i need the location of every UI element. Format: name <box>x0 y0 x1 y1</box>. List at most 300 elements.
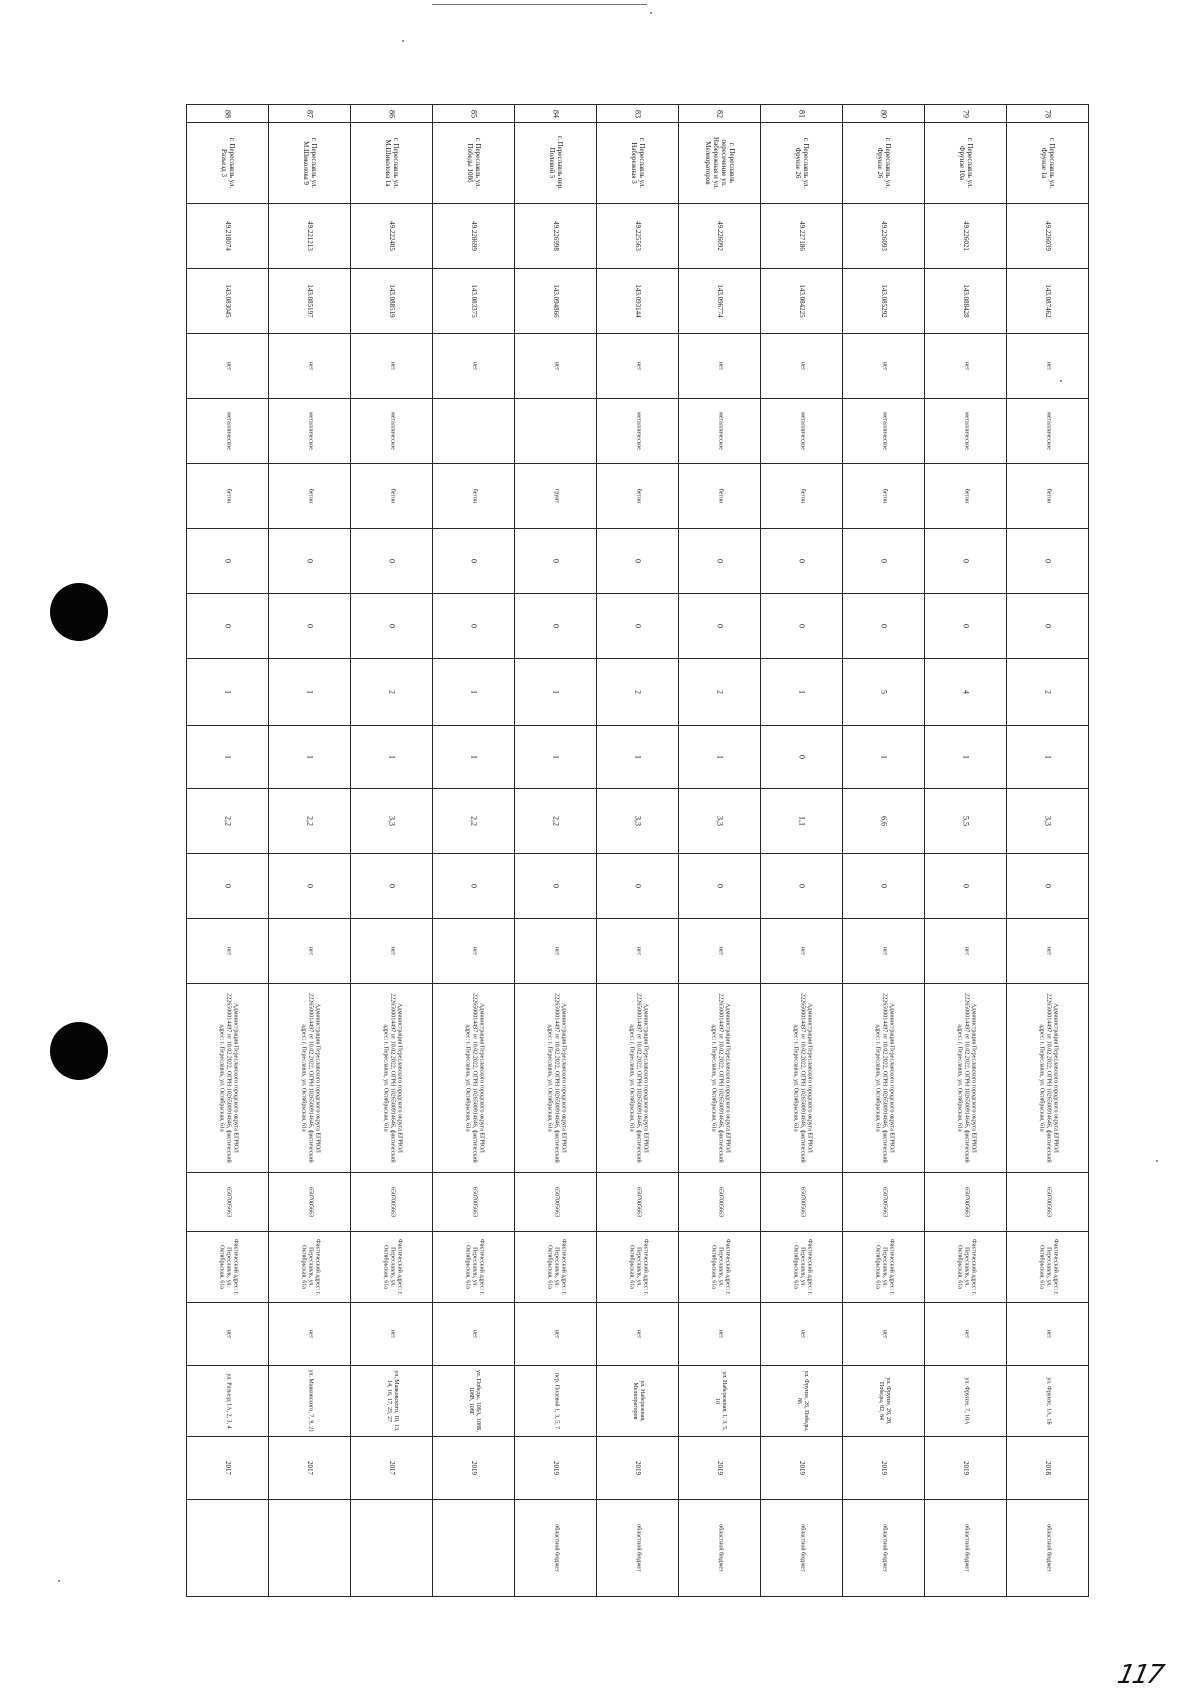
cell-base <box>433 464 515 529</box>
cell-c0b <box>351 594 433 659</box>
cell-val <box>515 854 597 919</box>
served-text: ул. Маяковского, 7, 9, 21 <box>307 1369 313 1433</box>
vol-text: 2,2 <box>551 816 560 826</box>
cell-fund <box>761 1500 843 1597</box>
address-text: г. Переславль ул. Фрунзе 10а <box>957 137 974 189</box>
cell-cover <box>433 919 515 984</box>
num-text: 85 <box>469 109 478 118</box>
cnt-text: 1 <box>305 690 314 694</box>
cell-val <box>843 854 925 919</box>
type-text: нет <box>717 361 723 371</box>
served-text: ул. Фрунзе, 26, 28, Победы, 82, 84 <box>877 1377 891 1425</box>
cell-inn <box>269 1173 351 1232</box>
cell-addr2 <box>269 1232 351 1303</box>
cover-text: нет <box>553 946 559 956</box>
cell-type <box>597 334 679 399</box>
cell-val <box>925 854 1007 919</box>
owner-text: Администрация Переславского городского округа ЕГРЮЛ 2226500014497 от 10.02.2022, ОГРН 1026500914646, фактический адрес: г. Переславль, ул. Октябрьская, 61а <box>382 993 402 1163</box>
field-row-served <box>187 1366 1089 1437</box>
address-text: г. Переславль ул. Фрунзе 26 <box>793 137 810 189</box>
base-text: бетон <box>881 488 887 504</box>
cnt2-text: 1 <box>223 755 232 759</box>
lon-text: 143.094866 <box>551 284 560 318</box>
owner-text: Администрация Переславского городского округа ЕГРЮЛ 2226500014497 от 10.02.2022, ОГРН 1026500914646, фактический адрес: г. Переславль, ул. Октябрьская, 61а <box>300 993 320 1163</box>
cell-fund <box>433 1500 515 1597</box>
inn-text: 6507005663 <box>963 1187 969 1217</box>
cell-cnt2 <box>597 726 679 789</box>
owner-text: Администрация Переславского городского округа ЕГРЮЛ 2226500014497 от 10.02.2022, ОГРН 1026500914646, фактический адрес: г. Переславль, ул. Октябрьская, 61а <box>218 993 238 1163</box>
cell-c0a <box>269 529 351 594</box>
cell-gov <box>843 1303 925 1366</box>
gov-text: нет <box>635 1329 641 1339</box>
fund-text: областной бюджет <box>799 1524 805 1572</box>
cell-vol <box>269 789 351 854</box>
cell-type <box>187 334 269 399</box>
cell-vol <box>925 789 1007 854</box>
cell-val <box>1007 854 1089 919</box>
cell-gov <box>433 1303 515 1366</box>
addr2-text: Фактический адрес: г. Переславль, ул. Октябрьская, 61а <box>546 1238 566 1296</box>
served-text: ул. Фрунзе, 7, 10А <box>963 1377 969 1425</box>
cell-owner <box>351 984 433 1173</box>
year-text: 2017 <box>223 1461 232 1475</box>
cell-inn <box>1007 1173 1089 1232</box>
cell-gov <box>597 1303 679 1366</box>
cell-address <box>761 123 843 204</box>
cnt-text: 1 <box>469 690 478 694</box>
cell-cnt2 <box>761 726 843 789</box>
cnt-text: 4 <box>961 690 970 694</box>
cell-fence <box>925 399 1007 464</box>
served-text: ул. Фрунзе, 26, Победы, 86 <box>795 1370 809 1432</box>
cell-val <box>679 854 761 919</box>
cell-year <box>1007 1437 1089 1500</box>
served-text: ул. Фрунзе, 1А, 1Б <box>1045 1377 1051 1425</box>
cell-lon <box>761 269 843 334</box>
cell-year <box>187 1437 269 1500</box>
cover-text: нет <box>881 946 887 956</box>
cnt-text: 5 <box>879 690 888 694</box>
addr2-text: Фактический адрес: г. Переславль, ул. Октябрьская, 61а <box>628 1238 648 1296</box>
gov-text: нет <box>553 1329 559 1339</box>
fund-text: областной бюджет <box>717 1524 723 1572</box>
cell-vol <box>187 789 269 854</box>
cell-lon <box>515 269 597 334</box>
cell-lat <box>187 204 269 269</box>
cell-address <box>269 123 351 204</box>
lat-text: 49.226039 <box>1043 221 1052 251</box>
cell-cnt2 <box>925 726 1007 789</box>
cover-text: нет <box>307 946 313 956</box>
cell-year <box>433 1437 515 1500</box>
num-text: 81 <box>797 109 806 118</box>
gov-text: нет <box>717 1329 723 1339</box>
cell-inn <box>597 1173 679 1232</box>
cell-type <box>515 334 597 399</box>
inn-text: 6507005663 <box>307 1187 313 1217</box>
inn-text: 6507005663 <box>225 1187 231 1217</box>
cnt-text: 1 <box>551 690 560 694</box>
cell-vol <box>351 789 433 854</box>
base-text: бетон <box>307 488 313 504</box>
page-number: 117 <box>1114 1660 1165 1690</box>
c0a-text: 0 <box>797 559 806 563</box>
cell-fence <box>843 399 925 464</box>
c0a-text: 0 <box>633 559 642 563</box>
cell-cnt <box>269 659 351 726</box>
field-row-val <box>187 854 1089 919</box>
cell-served <box>679 1366 761 1437</box>
lon-text: 143.083375 <box>469 284 478 318</box>
vol-text: 2,2 <box>305 816 314 826</box>
type-text: нет <box>635 361 641 371</box>
addr2-text: Фактический адрес: г. Переславль, ул. Октябрьская, 61а <box>300 1238 320 1296</box>
cell-cnt <box>515 659 597 726</box>
cell-cover <box>515 919 597 984</box>
cell-cnt <box>761 659 843 726</box>
lat-text: 49.226093 <box>879 221 888 251</box>
cell-base <box>843 464 925 529</box>
cell-num <box>679 105 761 123</box>
cell-lat <box>269 204 351 269</box>
cell-year <box>597 1437 679 1500</box>
cell-addr2 <box>925 1232 1007 1303</box>
gov-text: нет <box>389 1329 395 1339</box>
gov-text: нет <box>225 1329 231 1339</box>
cell-cnt <box>925 659 1007 726</box>
base-text: бетон <box>1045 488 1051 504</box>
cell-inn <box>925 1173 1007 1232</box>
address-text: г. Переславль ул. М.Шиколова 1а <box>383 137 400 189</box>
base-text: бетон <box>471 488 477 504</box>
fence-text: металлическое <box>717 412 723 450</box>
cell-base <box>925 464 1007 529</box>
year-text: 2019 <box>797 1461 806 1475</box>
cell-year <box>843 1437 925 1500</box>
val-text: 0 <box>223 884 232 888</box>
fence-text: металлическое <box>225 412 231 450</box>
type-text: нет <box>389 361 395 371</box>
cnt-text: 2 <box>633 690 642 694</box>
cell-c0a <box>1007 529 1089 594</box>
cell-fence <box>515 399 597 464</box>
cell-inn <box>761 1173 843 1232</box>
cell-lon <box>187 269 269 334</box>
cell-cnt2 <box>1007 726 1089 789</box>
base-text: бетон <box>225 488 231 504</box>
cell-address <box>187 123 269 204</box>
c0b-text: 0 <box>1043 624 1052 628</box>
cell-gov <box>187 1303 269 1366</box>
cell-cover <box>679 919 761 984</box>
cnt2-text: 1 <box>715 755 724 759</box>
cell-lon <box>1007 269 1089 334</box>
owner-text: Администрация Переславского городского округа ЕГРЮЛ 2226500014497 от 10.02.2022, ОГРН 1026500914646, фактический адрес: г. Переславль, ул. Октябрьская, 61а <box>546 993 566 1163</box>
address-text: г. Переславль ул. Разъезд 3 <box>219 137 236 189</box>
cell-lon <box>269 269 351 334</box>
cell-c0a <box>433 529 515 594</box>
addr2-text: Фактический адрес: г. Переславль, ул. Октябрьская, 61а <box>792 1238 812 1296</box>
address-text: г. Переславль ул. М.Шиколова 9 <box>301 137 318 189</box>
year-text: 2019 <box>961 1461 970 1475</box>
lon-text: 143.083045 <box>223 284 232 318</box>
owner-text: Администрация Переславского городского округа ЕГРЮЛ 2226500014497 от 10.02.2022, ОГРН 1026500914646, фактический адрес: г. Переславль, ул. Октябрьская, 61а <box>628 993 648 1163</box>
cell-c0b <box>761 594 843 659</box>
cover-text: нет <box>1045 946 1051 956</box>
cell-c0b <box>433 594 515 659</box>
inn-text: 6507005663 <box>389 1187 395 1217</box>
type-text: нет <box>963 361 969 371</box>
lat-text: 49.226021 <box>961 221 970 251</box>
c0b-text: 0 <box>715 624 724 628</box>
lat-text: 49.221213 <box>305 221 314 251</box>
cnt-text: 2 <box>1043 690 1052 694</box>
type-text: нет <box>799 361 805 371</box>
scan-speck <box>650 12 652 14</box>
type-text: нет <box>1045 361 1051 371</box>
cell-cnt <box>351 659 433 726</box>
cell-lat <box>925 204 1007 269</box>
year-text: 2019 <box>551 1461 560 1475</box>
cell-year <box>515 1437 597 1500</box>
cell-c0b <box>843 594 925 659</box>
cnt-text: 2 <box>387 690 396 694</box>
val-text: 0 <box>551 884 560 888</box>
val-text: 0 <box>633 884 642 888</box>
cell-type <box>269 334 351 399</box>
cnt-text: 1 <box>223 690 232 694</box>
cell-year <box>679 1437 761 1500</box>
cell-fence <box>679 399 761 464</box>
cell-val <box>761 854 843 919</box>
scan-top-line <box>432 4 647 5</box>
lat-text: 49.228699 <box>469 221 478 251</box>
addr2-text: Фактический адрес: г. Переславль, ул. Октябрьская, 61а <box>874 1238 894 1296</box>
cell-vol <box>433 789 515 854</box>
fund-text: областной бюджет <box>553 1524 559 1572</box>
field-row-year <box>187 1437 1089 1500</box>
addr2-text: Фактический адрес: г. Переславль, ул. Октябрьская, 61а <box>956 1238 976 1296</box>
field-row-cnt <box>187 659 1089 726</box>
c0b-text: 0 <box>223 624 232 628</box>
lat-text: 49.227186 <box>797 221 806 251</box>
cell-cnt <box>679 659 761 726</box>
cell-inn <box>187 1173 269 1232</box>
val-text: 0 <box>305 884 314 888</box>
cell-address <box>597 123 679 204</box>
vol-text: 6,6 <box>879 816 888 826</box>
inn-text: 6507005663 <box>471 1187 477 1217</box>
served-text: ул. Победы, 108А, 108Б, 108В, 108Г <box>467 1370 481 1432</box>
vol-text: 2,2 <box>223 816 232 826</box>
cell-addr2 <box>597 1232 679 1303</box>
val-text: 0 <box>387 884 396 888</box>
fence-text: металлическое <box>635 412 641 450</box>
inn-text: 6507005663 <box>799 1187 805 1217</box>
fence-text: металлическое <box>1045 412 1051 450</box>
cell-type <box>1007 334 1089 399</box>
cell-vol <box>597 789 679 854</box>
cell-type <box>679 334 761 399</box>
cell-owner <box>269 984 351 1173</box>
punch-hole-icon <box>50 1022 108 1080</box>
served-text: ул. Разъезд 1А, 2, 3, 4 <box>225 1373 231 1429</box>
field-row-num <box>187 105 1089 123</box>
c0b-text: 0 <box>387 624 396 628</box>
year-text: 2018 <box>1043 1461 1052 1475</box>
cell-address <box>1007 123 1089 204</box>
punch-hole-icon <box>50 583 108 641</box>
owner-text: Администрация Переславского городского округа ЕГРЮЛ 2226500014497 от 10.02.2022, ОГРН 1026500914646, фактический адрес: г. Переславль, ул. Октябрьская, 61а <box>1038 993 1058 1163</box>
field-row-c0b <box>187 594 1089 659</box>
cell-cover <box>597 919 679 984</box>
cell-cnt2 <box>187 726 269 789</box>
cell-owner <box>515 984 597 1173</box>
cover-text: нет <box>225 946 231 956</box>
cell-num <box>597 105 679 123</box>
year-text: 2017 <box>387 1461 396 1475</box>
addr2-text: Фактический адрес: г. Переславль, ул. Октябрьская, 61а <box>218 1238 238 1296</box>
cell-cnt2 <box>351 726 433 789</box>
type-text: нет <box>553 361 559 371</box>
cell-addr2 <box>515 1232 597 1303</box>
cnt2-text: 1 <box>1043 755 1052 759</box>
cell-owner <box>843 984 925 1173</box>
address-text: г. Переславль ул. Победы 108б <box>465 137 482 189</box>
inn-text: 6507005663 <box>881 1187 887 1217</box>
cover-text: нет <box>963 946 969 956</box>
field-row-address <box>187 123 1089 204</box>
field-row-gov <box>187 1303 1089 1366</box>
cell-num <box>925 105 1007 123</box>
addr2-text: Фактический адрес: г. Переславль, ул. Октябрьская, 61а <box>1038 1238 1058 1296</box>
val-text: 0 <box>879 884 888 888</box>
cell-val <box>187 854 269 919</box>
year-text: 2019 <box>633 1461 642 1475</box>
scan-speck <box>402 40 404 42</box>
cell-base <box>597 464 679 529</box>
cell-cnt <box>433 659 515 726</box>
cell-gov <box>1007 1303 1089 1366</box>
cover-text: нет <box>635 946 641 956</box>
c0b-text: 0 <box>305 624 314 628</box>
addr2-text: Фактический адрес: г. Переславль, ул. Октябрьская, 61а <box>464 1238 484 1296</box>
cell-lat <box>433 204 515 269</box>
cell-fence <box>433 399 515 464</box>
cell-vol <box>843 789 925 854</box>
cell-served <box>351 1366 433 1437</box>
base-text: бетон <box>799 488 805 504</box>
cell-addr2 <box>351 1232 433 1303</box>
cell-owner <box>597 984 679 1173</box>
cell-type <box>925 334 1007 399</box>
cell-vol <box>515 789 597 854</box>
address-text: г. Переславль ул. Фрунзе 26 <box>875 137 892 189</box>
vol-text: 5,5 <box>961 816 970 826</box>
c0b-text: 0 <box>551 624 560 628</box>
cell-fence <box>1007 399 1089 464</box>
c0b-text: 0 <box>469 624 478 628</box>
lon-text: 143.087462 <box>1043 284 1052 318</box>
vol-text: 3,3 <box>1043 816 1052 826</box>
num-text: 78 <box>1043 109 1052 118</box>
cell-owner <box>187 984 269 1173</box>
field-row-cnt2 <box>187 726 1089 789</box>
lon-text: 143.085292 <box>879 284 888 318</box>
addr2-text: Фактический адрес: г. Переславль, ул. Октябрьская, 61а <box>382 1238 402 1296</box>
type-text: нет <box>471 361 477 371</box>
cell-inn <box>679 1173 761 1232</box>
cell-fund <box>597 1500 679 1597</box>
field-row-addr2 <box>187 1232 1089 1303</box>
c0a-text: 0 <box>387 559 396 563</box>
cell-cover <box>269 919 351 984</box>
cell-fund <box>843 1500 925 1597</box>
lat-text: 49.218074 <box>223 221 232 251</box>
cell-val <box>597 854 679 919</box>
cell-base <box>679 464 761 529</box>
field-row-fence <box>187 399 1089 464</box>
cell-c0a <box>351 529 433 594</box>
year-text: 2017 <box>305 1461 314 1475</box>
cell-served <box>269 1366 351 1437</box>
vol-text: 1,1 <box>797 816 806 826</box>
lon-text: 143.096774 <box>715 284 724 318</box>
cell-cover <box>1007 919 1089 984</box>
cell-lat <box>761 204 843 269</box>
c0a-text: 0 <box>879 559 888 563</box>
c0a-text: 0 <box>551 559 560 563</box>
served-text: ул. Маяковского, 10, 13, 14, 16, 17, 25, 27 <box>385 1370 399 1432</box>
field-row-c0a <box>187 529 1089 594</box>
address-text: г. Переславль ул. Набережная 3 <box>629 137 646 189</box>
cell-num <box>269 105 351 123</box>
cell-served <box>433 1366 515 1437</box>
cell-cnt <box>597 659 679 726</box>
cell-fund <box>187 1500 269 1597</box>
inn-text: 6507005663 <box>1045 1187 1051 1217</box>
cell-fund <box>679 1500 761 1597</box>
cell-gov <box>515 1303 597 1366</box>
scan-speck <box>1156 1160 1158 1162</box>
cell-cnt <box>1007 659 1089 726</box>
addr2-text: Фактический адрес: г. Переславль, ул. Октябрьская, 61а <box>710 1238 730 1296</box>
lon-text: 143.084225 <box>797 284 806 318</box>
cell-c0b <box>187 594 269 659</box>
cell-lat <box>351 204 433 269</box>
c0b-text: 0 <box>633 624 642 628</box>
cell-cnt2 <box>269 726 351 789</box>
cell-lat <box>597 204 679 269</box>
gov-text: нет <box>307 1329 313 1339</box>
cell-fund <box>515 1500 597 1597</box>
base-text: бетон <box>635 488 641 504</box>
cell-year <box>269 1437 351 1500</box>
cell-vol <box>761 789 843 854</box>
field-row-cover <box>187 919 1089 984</box>
cell-gov <box>925 1303 1007 1366</box>
num-text: 88 <box>223 109 232 118</box>
cell-inn <box>843 1173 925 1232</box>
cell-address <box>925 123 1007 204</box>
cnt2-text: 1 <box>305 755 314 759</box>
lon-text: 143.088428 <box>961 284 970 318</box>
num-text: 86 <box>387 109 396 118</box>
cell-served <box>925 1366 1007 1437</box>
base-text: грунт <box>553 488 559 504</box>
field-row-owner <box>187 984 1089 1173</box>
fence-text: металлическое <box>881 412 887 450</box>
